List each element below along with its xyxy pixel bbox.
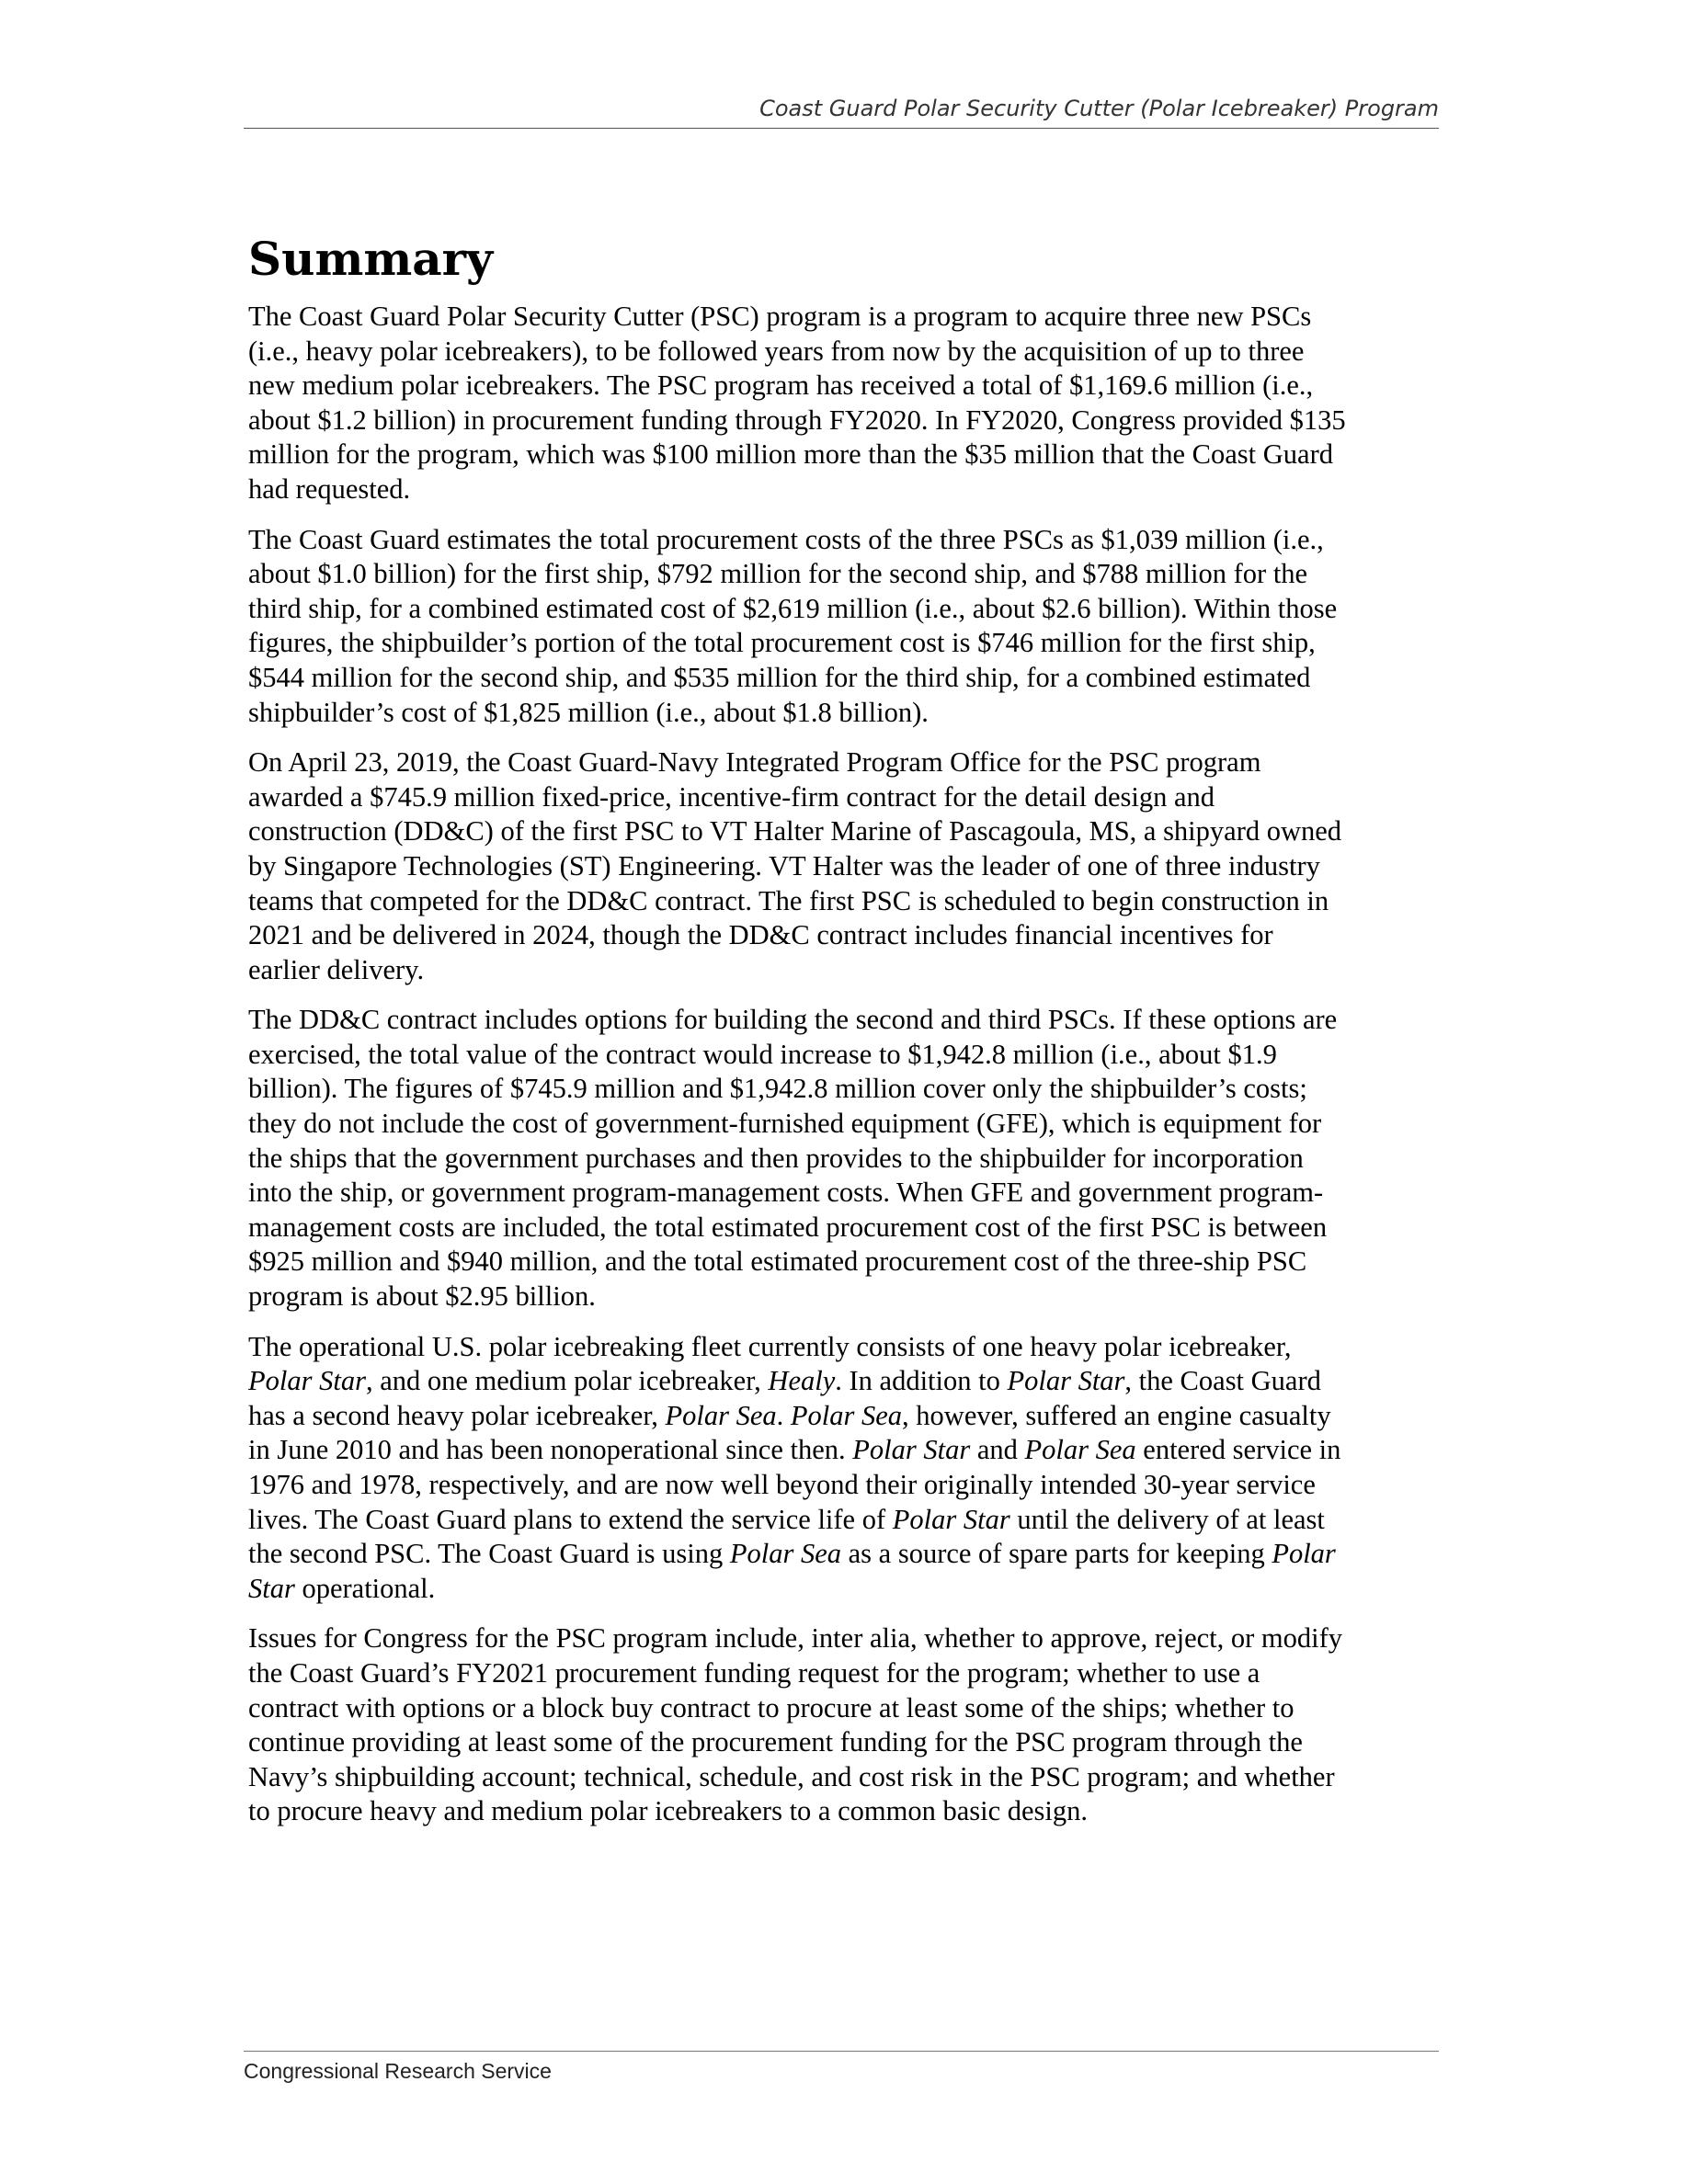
text-line (248, 557, 1443, 592)
text-line (248, 1330, 1443, 1365)
text-run: . In addition to (835, 1365, 1008, 1397)
text-line (248, 1211, 1443, 1246)
text-line (248, 1142, 1443, 1177)
text-run: new medium polar icebreakers. The PSC program has received a total of $1,169.6 million (i.e., (248, 370, 1314, 402)
text-run: to procure heavy and medium polar icebreakers to a common basic design. (248, 1795, 1088, 1827)
text-run: program is about $2.95 billion. (248, 1280, 596, 1313)
ship-name: Polar Sea (729, 1538, 841, 1570)
text-line (248, 918, 1443, 953)
ship-name: Polar Sea (790, 1399, 903, 1431)
text-line (248, 404, 1443, 438)
body-paragraph (248, 745, 1443, 987)
text-run: The Coast Guard Polar Security Cutter (PSC) program is a program to acquire three new PSCs (248, 301, 1312, 332)
text-run: in June 2010 and has been nonoperational since then. (248, 1434, 853, 1466)
text-line (248, 523, 1443, 558)
text-run: The operational U.S. polar icebreaking fleet currently consists of one heavy polar icebreaker, (248, 1330, 1292, 1362)
text-run: lives. The Coast Guard plans to extend the service life of (248, 1503, 893, 1535)
text-line (248, 335, 1443, 370)
text-line (248, 1537, 1443, 1572)
text-run: about $1.2 billion) in procurement funding through FY2020. In FY2020, Congress provided $135 (248, 404, 1346, 436)
text-line (248, 1760, 1443, 1795)
text-run: third ship, for a combined estimated cost of $2,619 million (i.e., about $2.6 billion). Within those (248, 592, 1338, 624)
text-run: had requested. (248, 472, 411, 505)
text-line (248, 1503, 1443, 1538)
text-line (248, 884, 1443, 919)
text-run: awarded a $745.9 million fixed-price, incentive-firm contract for the detail design and (248, 780, 1215, 813)
text-run: , and one medium polar icebreaker, (365, 1365, 769, 1397)
text-line (248, 1072, 1443, 1107)
text-line (248, 1468, 1443, 1503)
text-line (248, 1003, 1443, 1038)
text-line (248, 661, 1443, 696)
text-run: entered service in (1135, 1434, 1341, 1466)
running-header: Coast Guard Polar Security Cutter (Polar Icebreaker) Program (244, 95, 1439, 129)
text-run: and (970, 1434, 1025, 1466)
text-line (248, 1364, 1443, 1399)
text-run: teams that competed for the DD&C contract. The first PSC is scheduled to begin construction in (248, 884, 1329, 916)
ship-name: Healy (768, 1365, 836, 1397)
text-run: earlier delivery. (248, 953, 425, 985)
text-run: the ships that the government purchases and then provides to the shipbuilder for incorporation (248, 1142, 1304, 1174)
text-run: has a second heavy polar icebreaker, (248, 1399, 666, 1431)
ship-name: Polar (1272, 1538, 1336, 1570)
text-line (248, 1621, 1443, 1656)
text-run: The Coast Guard estimates the total procurement costs of the three PSCs as $1,039 million (i.e., (248, 523, 1324, 555)
text-run: operational. (294, 1572, 436, 1604)
text-run: they do not include the cost of government-furnished equipment (GFE), which is equipment for (248, 1108, 1322, 1140)
text-line (248, 1245, 1443, 1280)
text-run: Issues for Congress for the PSC program include, inter alia, whether to approve, reject, or modify (248, 1622, 1343, 1655)
ship-name: Polar Star (1007, 1365, 1125, 1397)
ship-name: Polar Star (892, 1503, 1010, 1535)
text-line (248, 1280, 1443, 1314)
text-line (248, 300, 1443, 335)
text-line (248, 1572, 1443, 1607)
text-run: The DD&C contract includes options for building the second and third PSCs. If these options are (248, 1004, 1338, 1036)
text-run: as a source of spare parts for keeping (841, 1538, 1272, 1570)
text-run: 2021 and be delivered in 2024, though the DD&C contract includes financial incentives for (248, 919, 1273, 951)
text-run: figures, the shipbuilder’s portion of the total procurement cost is $746 million for the first ship, (248, 627, 1316, 659)
text-run: , however, suffered an engine casualty (902, 1399, 1331, 1431)
text-run: continue providing at least some of the procurement funding for the PSC program through the (248, 1726, 1303, 1758)
text-line (248, 1433, 1443, 1468)
text-run: (i.e., heavy polar icebreakers), to be followed years from now by the acquisition of up to three (248, 335, 1305, 367)
running-footer: Congressional Research Service (244, 2051, 1439, 2085)
text-run: million for the program, which was $100 million more than the $35 million that the Coast Guard (248, 438, 1333, 471)
text-line (248, 438, 1443, 472)
body-paragraph (248, 1621, 1443, 1829)
ship-name: Star (248, 1572, 295, 1604)
text-run: about $1.0 billion) for the first ship, $792 million for the second ship, and $788 million for the (248, 558, 1308, 590)
text-run: 1976 and 1978, respectively, and are now well beyond their originally intended 30-year service (248, 1469, 1316, 1500)
summary-body (248, 300, 1443, 1829)
text-run: the second PSC. The Coast Guard is using (248, 1538, 730, 1570)
text-line (248, 696, 1443, 731)
text-run: construction (DD&C) of the first PSC to VT Halter Marine of Pascagoula, MS, a shipyard owned (248, 815, 1342, 847)
text-line (248, 369, 1443, 404)
text-run: the Coast Guard’s FY2021 procurement funding request for the program; whether to use a (248, 1656, 1260, 1689)
text-line (248, 780, 1443, 815)
text-line (248, 745, 1443, 780)
text-line (248, 626, 1443, 661)
text-run: $544 million for the second ship, and $535 million for the third ship, for a combined estimated (248, 661, 1311, 693)
text-line (248, 1399, 1443, 1434)
text-line (248, 1725, 1443, 1760)
text-line (248, 849, 1443, 884)
text-run: until the delivery of at least (1009, 1503, 1325, 1535)
text-run: management costs are included, the total estimated procurement cost of the first PSC is between (248, 1211, 1328, 1243)
text-line (248, 1691, 1443, 1726)
text-line (248, 953, 1443, 988)
text-line (248, 592, 1443, 627)
text-run: contract with options or a block buy contract to procure at least some of the ships; whether to (248, 1691, 1295, 1723)
text-run: . (776, 1399, 791, 1431)
ship-name: Polar Star (852, 1434, 971, 1466)
text-run: billion). The figures of $745.9 million and $1,942.8 million cover only the shipbuilder’s costs; (248, 1073, 1307, 1105)
body-paragraph (248, 300, 1443, 507)
ship-name: Polar Sea (665, 1399, 777, 1431)
text-line (248, 1794, 1443, 1829)
text-line (248, 1038, 1443, 1073)
body-paragraph (248, 1003, 1443, 1314)
text-run: , the Coast Guard (1124, 1365, 1321, 1397)
text-run: by Singapore Technologies (ST) Engineering. VT Halter was the leader of one of three industry (248, 849, 1320, 882)
body-paragraph (248, 1330, 1443, 1607)
text-run: exercised, the total value of the contract would increase to $1,942.8 million (i.e., about $1.9 (248, 1038, 1277, 1070)
text-run: On April 23, 2019, the Coast Guard-Navy Integrated Program Office for the PSC program (248, 746, 1261, 779)
text-line (248, 814, 1443, 849)
text-run: $925 million and $940 million, and the total estimated procurement cost of the three-ship PSC (248, 1246, 1307, 1278)
section-title: Summary (248, 232, 494, 286)
body-paragraph (248, 523, 1443, 731)
ship-name: Polar Sea (1024, 1434, 1136, 1466)
text-line (248, 1656, 1443, 1691)
text-run: Navy’s shipbuilding account; technical, schedule, and cost risk in the PSC program; and whether (248, 1760, 1335, 1792)
text-run: shipbuilder’s cost of $1,825 million (i.e., about $1.8 billion). (248, 696, 929, 728)
ship-name: Polar Star (248, 1365, 366, 1397)
text-line (248, 472, 1443, 507)
text-run: into the ship, or government program-management costs. When GFE and government program- (248, 1177, 1324, 1209)
page-content (248, 230, 1443, 1845)
text-line (248, 1176, 1443, 1211)
text-line (248, 1107, 1443, 1142)
